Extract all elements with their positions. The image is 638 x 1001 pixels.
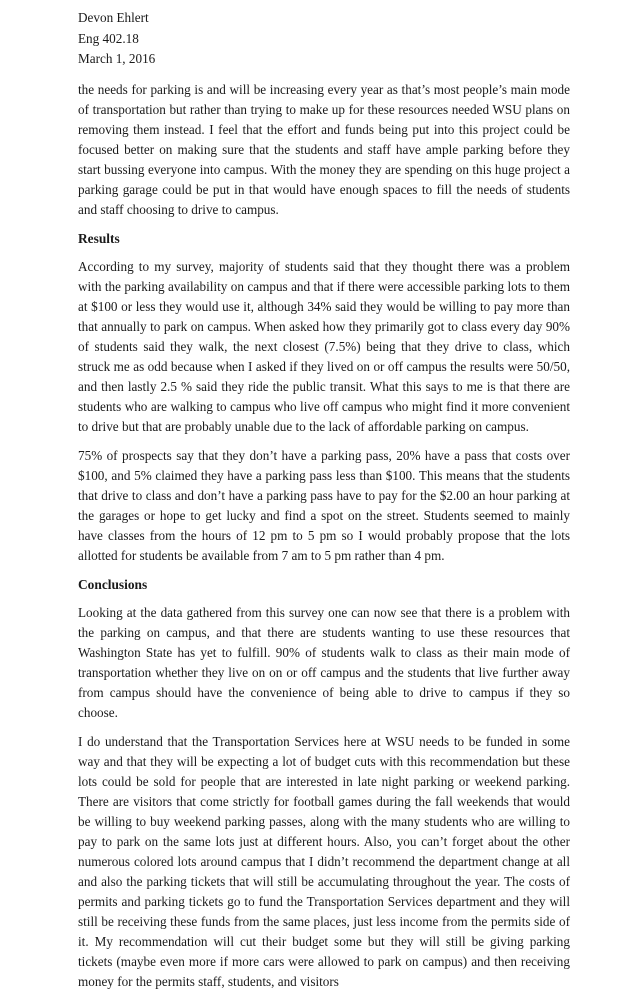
conclusions-heading: Conclusions	[78, 576, 148, 592]
author-name: Devon Ehlert	[78, 10, 149, 25]
course-number: Eng 402.18	[78, 30, 139, 46]
document-header	[78, 8, 570, 70]
document-page	[78, 8, 570, 1001]
document-date: March 1, 2016	[78, 51, 156, 66]
results-paragraph-1: According to my survey, majority of students said that they thought there was a problem with the parking availability on campus and that if there were accessible parking lots to them at $100 or less they would use it, although 34% said they would be willing to pay more than that annually to park on campus. When asked how they primarily got to class every day 90% of students said they walk, the next closest (7.5%) being that they drive to class, which struck me as odd because when I asked if they lived on or off campus the results were 50/50, and then lastly 2.5 % said they ride the public transit. What this says to me is that there are students who are walking to campus who live off campus who might find it more convenient to drive but that are probably unable due to the lack of affordable parking on campus.	[78, 258, 570, 434]
conclusions-paragraph-1: Looking at the data gathered from this survey one can now see that there is a problem with the parking on campus, and that there are students wanting to use these resources that Washington State has yet to fulfill. 90% of students walk to class as their main mode of transportation whether they live on on or off campus and the students that live further away from campus should have the convenience of being able to drive to campus if they so choose.	[78, 604, 570, 720]
results-paragraph-2: 75% of prospects say that they don’t have a parking pass, 20% have a pass that costs over $100, and 5% claimed they have a parking pass less than $100. This means that the students that drive to class and don’t have a parking pass have to pay for the $2.00 an hour parking at the garages or hope to get lucky and find a spot on the street. Students seemed to mainly have classes from the hours of 12 pm to 5 pm so I would probably propose that the lots allotted for students be available from 7 am to 5 pm rather than 4 pm.	[78, 447, 570, 563]
conclusions-paragraph-2: I do understand that the Transportation Services here at WSU needs to be funded in some way and that they will be expecting a lot of budget cuts with this recommendation but these lots could be sold for people that are interested in late night parking or weekend parking. There are visitors that come strictly for football games during the fall weekends that would be willing to buy weekend parking passes, along with the many students who are willing to pay to park on the same lots just at different hours. Also, you can’t forget about the other numerous colored lots around campus that I didn’t recommend the department change at all and also the parking tickets that will still be accumulating throughout the year. The costs of permits and parking tickets go to fund the Transportation Services department and they will still be receiving these funds from the same places, just less income from the permits side of it. My recommendation will cut their budget some but they will still be giving parking tickets (maybe even more if more cars were allowed to park on campus) and then receiving money for the permits staff, students, and visitors	[78, 733, 570, 989]
results-heading: Results	[78, 230, 120, 246]
intro-paragraph: the needs for parking is and will be increasing every year as that’s most people’s main mode of transportation but rather than trying to make up for these resources needed WSU plans on removing them instead. I feel that the effort and funds being put into this project could be focused better on making sure that the students and staff have ample parking before they start bussing everyone into campus. With the money they are spending on this huge project a parking garage could be put in that would have enough spaces to fill the needs of students and staff choosing to drive to campus.	[78, 81, 570, 217]
